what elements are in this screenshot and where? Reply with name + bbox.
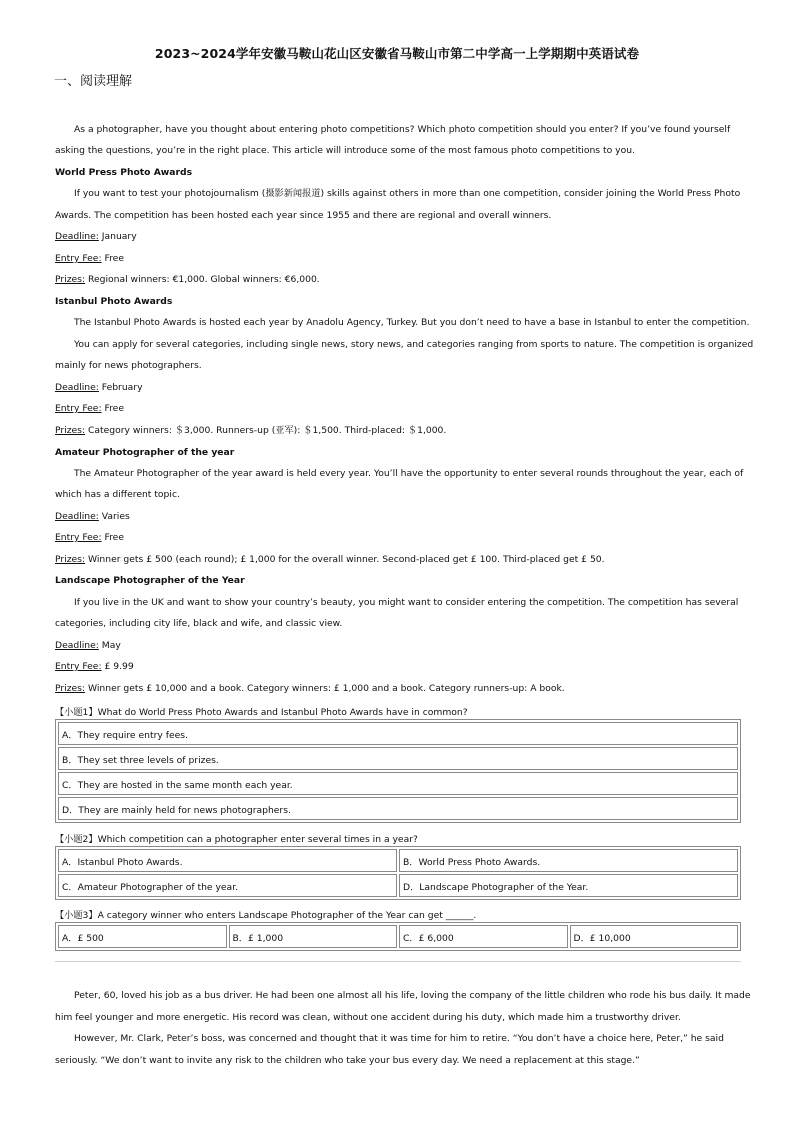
- entry-fee-label: Entry Fee:: [55, 532, 102, 543]
- question-2-options: [55, 846, 741, 900]
- option-d[interactable]: D．Landscape Photographer of the Year.: [399, 874, 738, 897]
- competition-heading: Amateur Photographer of the year: [55, 447, 235, 458]
- deadline-line: [55, 640, 121, 652]
- option-c[interactable]: C．They are hosted in the same month each year.: [58, 772, 738, 795]
- passage-text: You can apply for several categories, including single news, story news, and categories ranging from sports to nature. The competition is organized: [74, 339, 754, 350]
- prizes-value: Winner gets £ 500 (each round); £ 1,000 for the overall winner. Second-placed get £ 100. Third-placed get £ 50.: [85, 554, 605, 565]
- question-3-options: [55, 922, 741, 951]
- prizes-label: Prizes:: [55, 425, 86, 436]
- deadline-label: Deadline:: [55, 382, 99, 393]
- passage-text: If you want to test your photojournalism (摄影新闻报道) skills against others in more than one competition, consider joining the World Press Photo: [74, 188, 741, 199]
- passage-text: The Istanbul Photo Awards is hosted each year by Anadolu Agency, Turkey. But you don’t need to have a base in Istanbul to enter the competition.: [74, 317, 750, 328]
- option-d[interactable]: D．£ 10,000: [570, 925, 739, 948]
- section-divider: [55, 961, 741, 962]
- deadline-value: February: [98, 382, 143, 393]
- prizes-line: [55, 274, 320, 286]
- deadline-value: January: [98, 231, 137, 242]
- deadline-line: [55, 231, 137, 243]
- passage-text: As a photographer, have you thought about entering photo competitions? Which photo competition should you enter? If you’ve found yourself: [74, 124, 731, 135]
- passage-text: However, Mr. Clark, Peter’s boss, was concerned and thought that it was time for him to retire. “You don’t have a choice here, Peter,” he said: [74, 1033, 724, 1044]
- prizes-line: [55, 683, 565, 695]
- passage-text: which has a different topic.: [55, 489, 180, 500]
- passage-text: asking the questions, you’re in the right place. This article will introduce some of the most famous photo competitions to you.: [55, 145, 635, 156]
- entry-fee-value: Free: [101, 403, 124, 414]
- option-b[interactable]: B．£ 1,000: [229, 925, 398, 948]
- deadline-label: Deadline:: [55, 640, 99, 651]
- section-heading: 一、阅读理解: [54, 74, 133, 89]
- deadline-value: Varies: [98, 511, 130, 522]
- competition-heading: World Press Photo Awards: [55, 167, 193, 178]
- entry-fee-line: [55, 403, 124, 415]
- option-d[interactable]: D．They are mainly held for news photographers.: [58, 797, 738, 820]
- entry-fee-line: [55, 661, 134, 673]
- page-title: 2023~2024学年安徽马鞍山花山区安徽省马鞍山市第二中学高一上学期期中英语试卷: [154, 46, 640, 61]
- deadline-line: [55, 382, 143, 394]
- entry-fee-label: Entry Fee:: [55, 253, 102, 264]
- prizes-label: Prizes:: [55, 274, 86, 285]
- passage-text: If you live in the UK and want to show your country’s beauty, you might want to consider entering the competition. The competition has several: [74, 597, 739, 608]
- option-b[interactable]: B．World Press Photo Awards.: [399, 849, 738, 872]
- competition-heading: Landscape Photographer of the Year: [55, 575, 245, 586]
- option-a[interactable]: A．They require entry fees.: [58, 722, 738, 745]
- prizes-line: [55, 425, 446, 437]
- option-a[interactable]: A．Istanbul Photo Awards.: [58, 849, 397, 872]
- passage-text: Peter, 60, loved his job as a bus driver. He had been one almost all his life, loving the company of the little children who rode his bus daily. It made: [74, 990, 751, 1001]
- prizes-label: Prizes:: [55, 683, 86, 694]
- question-3-stem: 【小题3】A category winner who enters Landscape Photographer of the Year can get ______.: [55, 910, 477, 921]
- prizes-value: Regional winners: €1,000. Global winners: €6,000.: [85, 274, 320, 285]
- competition-heading: Istanbul Photo Awards: [55, 296, 173, 307]
- prizes-value: Category winners: ＄3,000. Runners-up (亚军): ＄1,500. Third-placed: ＄1,000.: [85, 425, 447, 436]
- deadline-value: May: [98, 640, 121, 651]
- deadline-line: [55, 511, 130, 523]
- entry-fee-value: Free: [101, 253, 124, 264]
- option-c[interactable]: C．£ 6,000: [399, 925, 568, 948]
- passage-text: seriously. “We don’t want to invite any risk to the children who take your bus every day. We need a replacement at this stage.”: [55, 1055, 640, 1066]
- prizes-value: Winner gets £ 10,000 and a book. Category winners: £ 1,000 and a book. Category runners-up: A book.: [85, 683, 565, 694]
- passage-text: mainly for news photographers.: [55, 360, 202, 371]
- entry-fee-label: Entry Fee:: [55, 403, 102, 414]
- option-a[interactable]: A．£ 500: [58, 925, 227, 948]
- option-c[interactable]: C．Amateur Photographer of the year.: [58, 874, 397, 897]
- passage-text: him feel younger and more energetic. His record was clean, without one accident during his duty, which made him a trustworthy driver.: [55, 1012, 681, 1023]
- prizes-line: [55, 554, 605, 566]
- question-1-options: [55, 719, 741, 823]
- entry-fee-line: [55, 253, 124, 265]
- deadline-label: Deadline:: [55, 511, 99, 522]
- passage-text: The Amateur Photographer of the year award is held every year. You’ll have the opportunity to enter several rounds throughout the year, each of: [74, 468, 744, 479]
- entry-fee-value: £ 9.99: [101, 661, 134, 672]
- passage-text: Awards. The competition has been hosted each year since 1955 and there are regional and overall winners.: [55, 210, 552, 221]
- entry-fee-label: Entry Fee:: [55, 661, 102, 672]
- entry-fee-value: Free: [101, 532, 124, 543]
- question-1-stem: 【小题1】What do World Press Photo Awards and Istanbul Photo Awards have in common?: [55, 707, 468, 718]
- deadline-label: Deadline:: [55, 231, 99, 242]
- entry-fee-line: [55, 532, 124, 544]
- passage-text: categories, including city life, black and wife, and classic view.: [55, 618, 343, 629]
- option-b[interactable]: B．They set three levels of prizes.: [58, 747, 738, 770]
- question-2-stem: 【小题2】Which competition can a photographer enter several times in a year?: [55, 834, 418, 845]
- prizes-label: Prizes:: [55, 554, 86, 565]
